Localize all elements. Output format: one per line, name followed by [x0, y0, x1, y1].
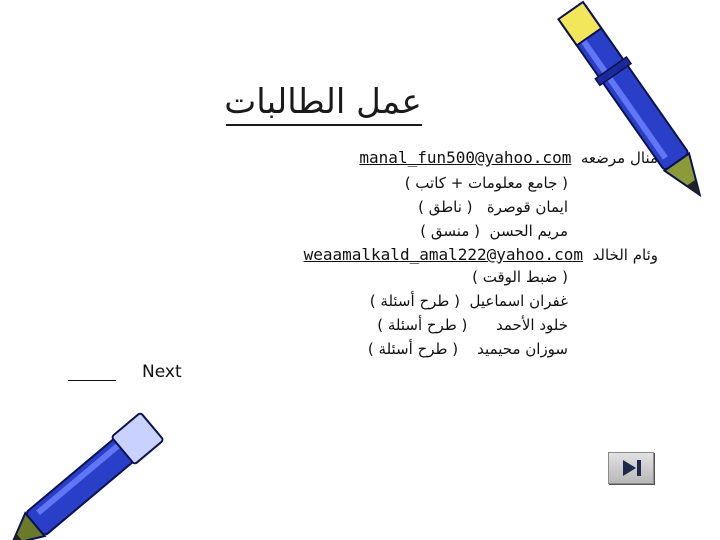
- title-underline: [226, 124, 422, 126]
- member-role: ( ضبط الوقت ): [472, 268, 568, 286]
- member-line: [418, 198, 568, 216]
- member-name: ايمان قوصرة: [486, 198, 568, 216]
- member-email[interactable]: manal_fun500@yahoo.com: [359, 148, 572, 167]
- member-role: ( طرح أسئلة ): [377, 316, 468, 334]
- member-line: [377, 316, 568, 334]
- next-link-area: [68, 362, 198, 384]
- member-line: [368, 340, 568, 358]
- member-name: وئام الخالد: [592, 246, 658, 264]
- member-role: ( ناطق ): [418, 198, 473, 216]
- member-line: [405, 174, 568, 192]
- member-email[interactable]: weaamalkald_amal222@yahoo.com: [303, 245, 583, 264]
- member-role: ( منسق ): [420, 222, 480, 240]
- member-role: ( طرح أسئلة ): [367, 340, 459, 358]
- member-line: [370, 292, 568, 310]
- slide-title: عمل الطالبات: [224, 82, 422, 122]
- member-name: مريم الحسن: [489, 222, 568, 240]
- member-role: ( جامع معلومات + كاتب ): [404, 174, 568, 192]
- end-arrow-icon: [609, 453, 653, 483]
- member-line: [472, 268, 568, 286]
- member-name: منال مرضعه: [580, 149, 658, 167]
- member-line: [359, 148, 658, 167]
- next-underline: [68, 380, 116, 381]
- member-name: غفران اسماعيل: [469, 292, 568, 310]
- next-link[interactable]: Next: [142, 362, 182, 382]
- pen-top-right-image: [555, 0, 720, 215]
- member-name: خلود الأحمد: [496, 316, 568, 334]
- member-line: [304, 245, 658, 264]
- end-nav-button[interactable]: [608, 452, 654, 484]
- pen-bottom-left-image: [0, 400, 200, 540]
- member-line: [420, 222, 568, 240]
- member-name: سوزان محيميد: [477, 340, 568, 358]
- member-role: ( طرح أسئلة ): [369, 292, 460, 310]
